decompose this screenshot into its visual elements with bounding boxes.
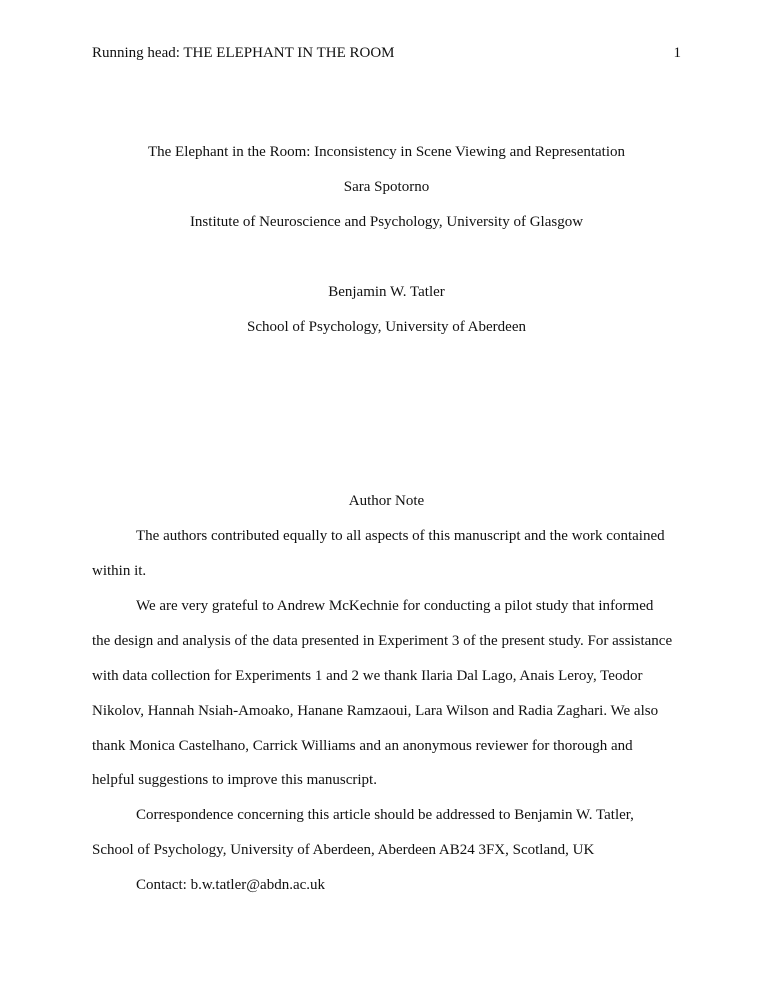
paper-title: The Elephant in the Room: Inconsistency in Scene Viewing and Representation: [147, 144, 626, 160]
paragraph-line: The authors contributed equally to all aspects of this manuscript and the work contained: [136, 528, 665, 544]
paragraph-line: Nikolov, Hannah Nsiah-Amoako, Hanane Ramzaoui, Lara Wilson and Radia Zaghari. We also: [92, 703, 659, 719]
contact-line: Contact: b.w.tatler@abdn.ac.uk: [136, 877, 326, 893]
paragraph-line: Correspondence concerning this article should be addressed to Benjamin W. Tatler,: [136, 807, 634, 823]
author-name-2: Benjamin W. Tatler: [328, 284, 445, 300]
author-affiliation-1: Institute of Neuroscience and Psychology, University of Glasgow: [189, 214, 584, 230]
paragraph-line: within it.: [92, 563, 147, 579]
author-name-1: Sara Spotorno: [343, 179, 430, 195]
author-note-heading: Author Note: [348, 493, 425, 509]
paragraph-line: thank Monica Castelhano, Carrick Williams and an anonymous reviewer for thorough and: [92, 738, 633, 754]
paragraph-line: helpful suggestions to improve this manuscript.: [92, 772, 377, 788]
page-number: 1: [673, 45, 681, 61]
paragraph-line: We are very grateful to Andrew McKechnie for conducting a pilot study that informed: [136, 598, 654, 614]
running-head: Running head: THE ELEPHANT IN THE ROOM: [92, 45, 395, 61]
author-affiliation-2: School of Psychology, University of Aberdeen: [247, 319, 526, 335]
paragraph-line: School of Psychology, University of Aberdeen, Aberdeen AB24 3FX, Scotland, UK: [92, 842, 595, 858]
paragraph-line: the design and analysis of the data presented in Experiment 3 of the present study. For assistance: [92, 633, 673, 649]
paragraph-line: with data collection for Experiments 1 and 2 we thank Ilaria Dal Lago, Anais Leroy, Teodor: [92, 668, 643, 684]
